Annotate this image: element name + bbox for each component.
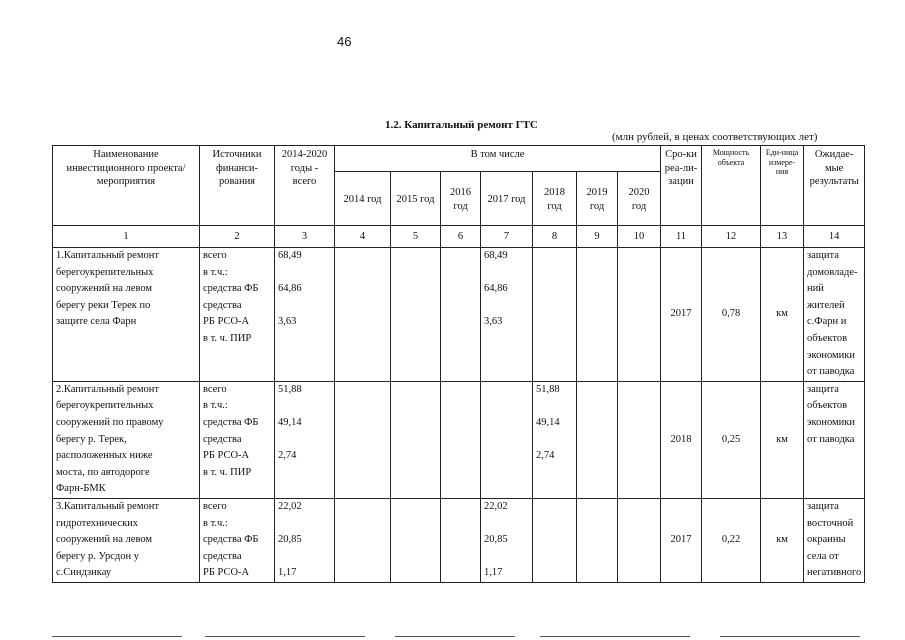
cell-line: защита (807, 500, 839, 512)
units-note: (млн рублей, в ценах соответствующих лет) (612, 131, 818, 143)
cell-line (536, 432, 573, 449)
cell-line: в т.ч.: (203, 517, 228, 529)
header-total: 2014-2020 годы - всего (275, 146, 335, 226)
project-name (53, 248, 200, 382)
cell-line: всего (203, 500, 227, 512)
cell-line: в т. ч. ПИР (203, 466, 252, 478)
cell-line: объектов (807, 400, 848, 412)
cell-line: средства ФБ (203, 534, 259, 546)
cell-line: средства (203, 433, 242, 445)
header-term: Сро-ки реа-ли-зации (661, 146, 702, 226)
cell-line: сооружений на левом (56, 534, 153, 546)
year-amount (618, 381, 661, 498)
cell-line: в т. ч. ПИР (203, 332, 252, 344)
cell-line (278, 432, 331, 449)
cell-line: Фарн-БМК (56, 483, 106, 495)
year-amount (441, 498, 481, 582)
cell-line: 22,02 (484, 500, 508, 512)
cell-line (536, 398, 573, 415)
cell-line: 2.Капитальный ремонт (56, 383, 159, 395)
total-amount (275, 381, 335, 498)
cell-line: окраины (807, 534, 846, 546)
cell-line: берегу р. Терек, (56, 433, 127, 445)
cell-line (278, 398, 331, 415)
header-including: В том числе (335, 146, 661, 172)
column-number: 1 (53, 226, 200, 248)
cell-line: от паводка (807, 433, 855, 445)
year-amount (533, 248, 577, 382)
column-number: 6 (441, 226, 481, 248)
cell-line (278, 516, 331, 533)
year-amount (335, 248, 391, 382)
column-number: 3 (275, 226, 335, 248)
header-year: 2018 год (533, 172, 577, 226)
cell-line: защита (807, 383, 839, 395)
measure-unit: км (761, 248, 804, 382)
cell-line: восточной (807, 517, 854, 529)
cell-line: берегоукрепительных (56, 266, 154, 278)
cell-line: 49,14 (536, 416, 560, 428)
footer-rule (720, 636, 860, 637)
year-amount (391, 498, 441, 582)
expected-results (804, 498, 865, 582)
column-number: 7 (481, 226, 533, 248)
header-year: 2015 год (391, 172, 441, 226)
year-amount (618, 498, 661, 582)
column-number: 11 (661, 226, 702, 248)
cell-line: защита (807, 250, 839, 261)
column-number: 12 (702, 226, 761, 248)
footer-rule (52, 636, 182, 637)
cell-line: 2,74 (536, 450, 555, 462)
header-sources: Источники финанси-рования (200, 146, 275, 226)
cell-line: 51,88 (278, 383, 302, 395)
header-year: 2014 год (335, 172, 391, 226)
section-title: 1.2. Капитальный ремонт ГТС (385, 119, 538, 131)
cell-line: РБ РСО-А (203, 567, 250, 579)
cell-line (278, 549, 331, 566)
column-number: 13 (761, 226, 804, 248)
cell-line: 20,85 (484, 534, 508, 546)
cell-line: всего (203, 383, 227, 395)
header-year: 2020 год (618, 172, 661, 226)
cell-line: 51,88 (536, 383, 560, 395)
cell-line: средства (203, 299, 242, 311)
cell-line: РБ РСО-А (203, 450, 250, 462)
cell-line: 20,85 (278, 534, 302, 546)
column-number: 5 (391, 226, 441, 248)
cell-line: с.Фарн и (807, 316, 847, 328)
cell-line (484, 265, 529, 282)
year-amount (481, 498, 533, 582)
cell-line: от паводка (807, 366, 855, 378)
cell-line: негативного (807, 567, 862, 579)
total-amount (275, 498, 335, 582)
year-amount (335, 498, 391, 582)
year-amount (441, 381, 481, 498)
header-results: Ожидае-мые результаты (804, 146, 865, 226)
cell-line (484, 298, 529, 315)
cell-line: 64,86 (278, 283, 302, 295)
cell-line: расположенных ниже (56, 450, 153, 462)
total-amount (275, 248, 335, 382)
measure-unit: км (761, 498, 804, 582)
cell-line: 49,14 (278, 416, 302, 428)
cell-line: жителей (807, 299, 845, 311)
cell-line (484, 549, 529, 566)
object-capacity: 0,25 (702, 381, 761, 498)
cell-line: 22,02 (278, 500, 302, 512)
year-amount (577, 498, 618, 582)
year-amount (533, 498, 577, 582)
cell-line: средства (203, 550, 242, 562)
cell-line (484, 516, 529, 533)
cell-line: берегоукрепительных (56, 400, 154, 412)
cell-line: 1.Капитальный ремонт (56, 250, 159, 261)
header-year: 2019 год (577, 172, 618, 226)
footer-rule (540, 636, 690, 637)
cell-line: берегу р. Урсдон у (56, 550, 139, 562)
cell-line: всего (203, 250, 227, 261)
cell-line: с.Синдзикау (56, 567, 112, 579)
object-capacity: 0,78 (702, 248, 761, 382)
header-year: 2016 год (441, 172, 481, 226)
header-capacity: Мощность объекта (702, 146, 761, 226)
cell-line: защите села Фарн (56, 316, 137, 328)
year-amount (577, 248, 618, 382)
expected-results (804, 381, 865, 498)
cell-line (278, 265, 331, 282)
year-amount (335, 381, 391, 498)
year-amount (391, 248, 441, 382)
expected-results (804, 248, 865, 382)
year-amount (533, 381, 577, 498)
year-amount (391, 381, 441, 498)
funding-sources (200, 248, 275, 382)
cell-line: 1,17 (484, 567, 503, 579)
year-amount (618, 248, 661, 382)
column-number: 8 (533, 226, 577, 248)
column-number: 9 (577, 226, 618, 248)
column-number: 2 (200, 226, 275, 248)
year-amount (577, 381, 618, 498)
cell-line: 2,74 (278, 450, 297, 462)
cell-line: 3,63 (278, 316, 297, 328)
implementation-term: 2018 (661, 381, 702, 498)
header-name: Наименование инвестиционного проекта/мероприятия (53, 146, 200, 226)
column-number: 10 (618, 226, 661, 248)
year-amount (481, 381, 533, 498)
footer-rule (395, 636, 515, 637)
cell-line: села от (807, 550, 839, 562)
year-amount (441, 248, 481, 382)
cell-line (278, 298, 331, 315)
year-amount (481, 248, 533, 382)
cell-line: 3,63 (484, 316, 503, 328)
measure-unit: км (761, 381, 804, 498)
table-row (53, 381, 865, 498)
cell-line: домовладе- (807, 266, 858, 278)
cell-line: РБ РСО-А (203, 316, 250, 328)
cell-line: 3.Капитальный ремонт (56, 500, 159, 512)
page-number: 46 (337, 34, 352, 49)
cell-line: в т.ч.: (203, 266, 228, 278)
table-row (53, 498, 865, 582)
funding-sources (200, 381, 275, 498)
cell-line: 1,17 (278, 567, 297, 579)
cell-line: средства ФБ (203, 416, 259, 428)
header-unit: Еди-ница измере-ния (761, 146, 804, 226)
cell-line: 64,86 (484, 283, 508, 295)
cell-line: в т.ч.: (203, 400, 228, 412)
cell-line: 68,49 (278, 250, 302, 261)
funding-sources (200, 498, 275, 582)
capital-repair-table (52, 145, 865, 583)
cell-line: сооружений на левом (56, 283, 153, 295)
cell-line: сооружений по правому (56, 416, 164, 428)
cell-line: экономики (807, 416, 855, 428)
project-name (53, 498, 200, 582)
implementation-term: 2017 (661, 498, 702, 582)
cell-line: объектов (807, 332, 848, 344)
object-capacity: 0,22 (702, 498, 761, 582)
cell-line: средства ФБ (203, 283, 259, 295)
header-year: 2017 год (481, 172, 533, 226)
cell-line: ний (807, 283, 824, 295)
column-number: 4 (335, 226, 391, 248)
cell-line: берегу реки Терек по (56, 299, 151, 311)
cell-line: гидротехнических (56, 517, 139, 529)
table-row (53, 248, 865, 382)
implementation-term: 2017 (661, 248, 702, 382)
project-name (53, 381, 200, 498)
footer-rule (205, 636, 365, 637)
column-number: 14 (804, 226, 865, 248)
cell-line: моста, по автодороге (56, 466, 150, 478)
cell-line: 68,49 (484, 250, 508, 261)
cell-line: экономики (807, 349, 855, 361)
